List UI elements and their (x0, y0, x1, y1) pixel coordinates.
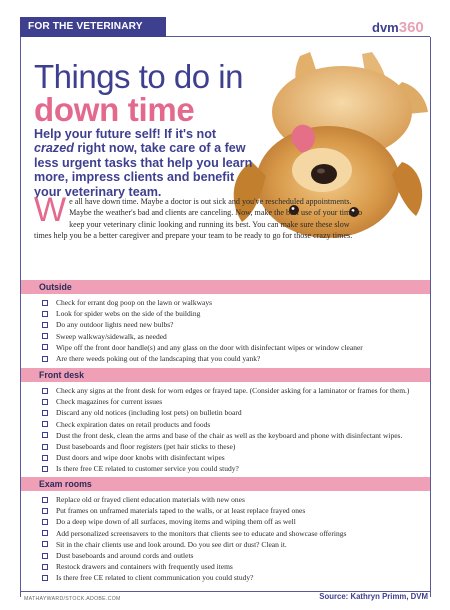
checklist-item: Look for spider webs on the side of the building (42, 308, 427, 319)
checklist-item: Dust baseboards and around cords and outlets (42, 550, 427, 561)
checkbox-icon[interactable] (42, 553, 48, 559)
section-header-outside: Outside (21, 280, 430, 294)
section-header-exam-rooms: Exam rooms (21, 477, 430, 491)
checkbox-icon[interactable] (42, 399, 48, 405)
checkbox-icon[interactable] (42, 322, 48, 328)
checklist-item: Wipe off the front door handle(s) and any glass on the door with disinfectant wipes or window cleaner (42, 342, 427, 353)
checkbox-icon[interactable] (42, 541, 48, 547)
checkbox-icon[interactable] (42, 410, 48, 416)
checkbox-icon[interactable] (42, 311, 48, 317)
checkbox-icon[interactable] (42, 519, 48, 525)
brand-logo (372, 19, 424, 37)
checklist-item: Dust baseboards and floor registers (pet hair sticks to these) (42, 441, 427, 452)
checkbox-icon[interactable] (42, 300, 48, 306)
checkbox-icon[interactable] (42, 421, 48, 427)
checkbox-icon[interactable] (42, 432, 48, 438)
checklist-front-desk (42, 385, 427, 475)
checklist-item: Put frames on unframed materials taped to the walls, or at least replace frayed ones (42, 505, 427, 516)
checkbox-icon[interactable] (42, 575, 48, 581)
category-banner: FOR THE VETERINARY TEAM (20, 17, 166, 37)
checklist-item: Check any signs at the front desk for worn edges or frayed tape. (Consider asking for a laminator or frames for them.) (42, 385, 427, 396)
right-border (430, 37, 431, 597)
checklist-item: Is there free CE related to customer service you could study? (42, 463, 427, 474)
left-border (20, 37, 21, 597)
checklist-item: Do a deep wipe down of all surfaces, moving items and wiping them off as well (42, 516, 427, 527)
checkbox-icon[interactable] (42, 466, 48, 472)
page-title-line-1: Things to do in (34, 58, 243, 95)
page-title-line-2: down time (34, 91, 195, 128)
checkbox-icon[interactable] (42, 564, 48, 570)
checklist-item: Check magazines for current issues (42, 396, 427, 407)
checklist-item: Are there weeds poking out of the landscaping that you could yank? (42, 353, 427, 364)
checklist-item: Is there free CE related to client communication you could study? (42, 572, 427, 583)
checkbox-icon[interactable] (42, 497, 48, 503)
subheading-emphasis: crazed (34, 141, 74, 156)
checklist-item: Check for errant dog poop on the lawn or walkways (42, 297, 427, 308)
checkbox-icon[interactable] (42, 356, 48, 362)
subheading (34, 127, 254, 199)
checkbox-icon[interactable] (42, 455, 48, 461)
subheading-part-2: right now, take care of a few less urgent tasks that help you learn more, impress clients and benefit your veterinary team. (34, 141, 253, 199)
drop-cap: W (34, 191, 67, 229)
intro-text: e all have down time. Maybe a doctor is out sick and you've rescheduled appointments. Maybe the weather's bad and clients are canceling. Now, make the best use of your time to keep your veterinary clinic looking and running its best. You can make sure these slow times help you be a better caregiver and prepare your team to be ready to go for those crazy times. (34, 197, 363, 240)
checkbox-icon[interactable] (42, 530, 48, 536)
checklist-item: Do any outdoor lights need new bulbs? (42, 319, 427, 330)
checklist-item: Sit in the chair clients use and look around. Do you see dirt or dust? Clean it. (42, 539, 427, 550)
checklist-outside (42, 297, 427, 364)
intro-paragraph (34, 191, 364, 241)
checklist-item: Dust doors and wipe door knobs with disinfectant wipes (42, 452, 427, 463)
checkbox-icon[interactable] (42, 508, 48, 514)
checkbox-icon[interactable] (42, 444, 48, 450)
checkbox-icon[interactable] (42, 388, 48, 394)
checklist-exam-rooms (42, 494, 427, 584)
checklist-item: Sweep walkway/sidewalk, as needed (42, 331, 427, 342)
checkbox-icon[interactable] (42, 344, 48, 350)
checklist-item: Check expiration dates on retail products and foods (42, 419, 427, 430)
checklist-item: Restock drawers and containers with frequently used items (42, 561, 427, 572)
checklist-item: Dust the front desk, clean the arms and base of the chair as well as the keyboard and phone with disinfectant wipes. (42, 430, 427, 441)
logo-number: 360 (398, 19, 424, 36)
section-header-front-desk: Front desk (21, 368, 430, 382)
checkbox-icon[interactable] (42, 333, 48, 339)
subheading-part-1: Help your future self! If it's not (34, 127, 217, 141)
checklist-item: Add personalized screensavers to the monitors that clients see to educate and showcase offerings (42, 528, 427, 539)
checklist-item: Discard any old notices (including lost pets) on bulletin board (42, 407, 427, 418)
source-credit: Source: Kathryn Primm, DVM (319, 592, 428, 601)
checklist-item: Replace old or frayed client education materials with new ones (42, 494, 427, 505)
logo-dvm: dvm (372, 20, 399, 35)
photo-credit: MATHAYWARD/STOCK.ADOBE.COM (24, 596, 121, 602)
